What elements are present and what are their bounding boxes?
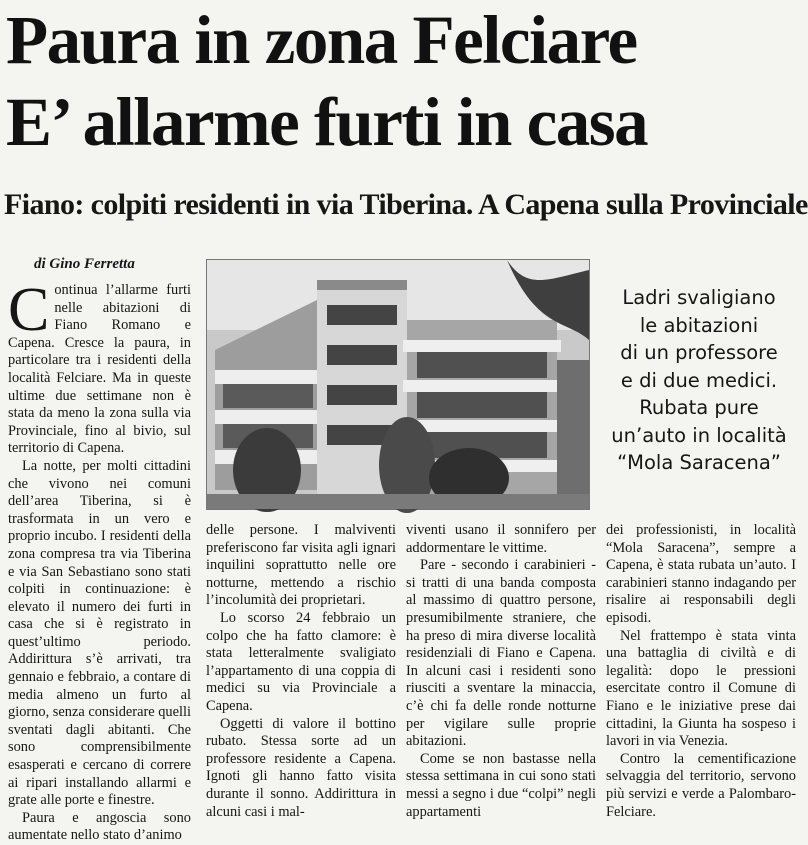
article-column-3 bbox=[406, 522, 596, 820]
article-column-2 bbox=[206, 522, 396, 820]
article-paragraph: Pare - secondo i carabinieri - si tratti di una banda composta al massimo di quattro persone, presumibilmente straniere, che ha preso di mira diverse località residenziali di Fiano e Capena. In alcuni casi i residenti sono riusciti a sventare la minaccia, c’è chi fa delle ronde notturne per vigilare sulle proprie abitazioni. bbox=[406, 557, 596, 750]
article-paragraph: delle persone. I malviventi preferiscono far visita agli ignari inquilini soprattutto nelle ore notturne, mettendo a rischio l’incolumità dei proprietari. bbox=[206, 522, 396, 609]
article-paragraph: dei professionisti, in località “Mola Saracena”, sempre a Capena, è stata rubata un’auto. I carabinieri stanno indagando per risalire ai responsabili degli episodi. bbox=[606, 522, 796, 626]
pull-quote-line: un’auto in località bbox=[611, 423, 787, 447]
headline-line-2: E’ allarme furti in casa bbox=[6, 84, 648, 160]
article-paragraph: Contro la cementificazione selvaggia del territorio, servono più servizi e verde a Palombaro-Felciare. bbox=[606, 750, 796, 820]
article-paragraph: Nel frattempo è stata vinta una battaglia di civiltà e di legalità: dopo le pressioni esercitate contro il Comune di Fiano e le iniziative prese dai cittadini, la Giunta ha sospeso i lavori in via Venezia. bbox=[606, 627, 796, 750]
article-paragraph: Oggetti di valore il bottino rubato. Stessa sorte ad un professore residente a Capena. Ignoti gli hanno fatto visita durante il sonno. Addirittura in alcuni casi i mal- bbox=[206, 715, 396, 820]
pull-quote bbox=[604, 284, 794, 477]
pull-quote-line: di un professore bbox=[620, 341, 778, 364]
building-photo bbox=[206, 259, 590, 510]
article-paragraph: Come se non bastasse nella stessa settimana in cui sono stati messi a segno i due “colpi” negli appartamenti bbox=[406, 750, 596, 820]
pull-quote-line: Rubata pure bbox=[639, 396, 759, 419]
subheadline: Fiano: colpiti residenti in via Tiberina. A Capena sulla Provinciale bbox=[4, 188, 808, 221]
drop-cap: C bbox=[8, 276, 50, 344]
article-paragraph: Paura e angoscia sono aumentate nello stato d’animo bbox=[8, 809, 191, 844]
article-paragraph: Lo scorso 24 febbraio un colpo che ha fatto clamore: è stata letteralmente svaligiato l’appartamento di una coppia di medici su via Provinciale a Capena. bbox=[206, 609, 396, 714]
byline: di Gino Ferretta bbox=[34, 256, 135, 272]
article-paragraph bbox=[8, 276, 191, 458]
headline-line-1: Paura in zona Felciare bbox=[6, 2, 637, 78]
article-paragraph: La notte, per molti cittadini che vivono nei comuni dell’area Tiberina, si è trasformata in un vero e proprio incubo. I residenti della zona compresa tra via Tiberina e via San Sebastiano sono stati colpiti in continuazione: è elevato il numero dei furti in casa che si è registrato in quest’ultimo periodo. Addirittura s’è arrivati, tra gennaio e febbraio, a contare di media almeno un furto al giorno, senza considerare quelli sventati dagli abitanti. Che sono comprensibilmente esasperati e cercano di correre ai ripari installando allarmi e grate alle porte e finestre. bbox=[8, 457, 192, 809]
pull-quote-line: le abitazioni bbox=[639, 313, 759, 337]
building-photo-image bbox=[207, 260, 589, 509]
pull-quote-line: “Mola Saracena” bbox=[617, 451, 781, 474]
pull-quote-line: e di due medici. bbox=[620, 368, 778, 392]
article-column-1 bbox=[8, 276, 192, 844]
article-column-4 bbox=[606, 522, 796, 820]
pull-quote-line: Ladri svaligiano bbox=[622, 286, 776, 309]
paragraph-text: ontinua l’allarme furti nelle abitazioni di Fiano Romano e Capena. Cresce la paura, in particolare tra i residenti della località Felciare. Ma in queste ultime due settimane non è stata da meno la zona sulla via Provinciale, fino al bivio, sul territorio di Capena. bbox=[8, 282, 191, 457]
article-paragraph: viventi usano il sonnifero per addormentare le vittime. bbox=[406, 522, 596, 556]
